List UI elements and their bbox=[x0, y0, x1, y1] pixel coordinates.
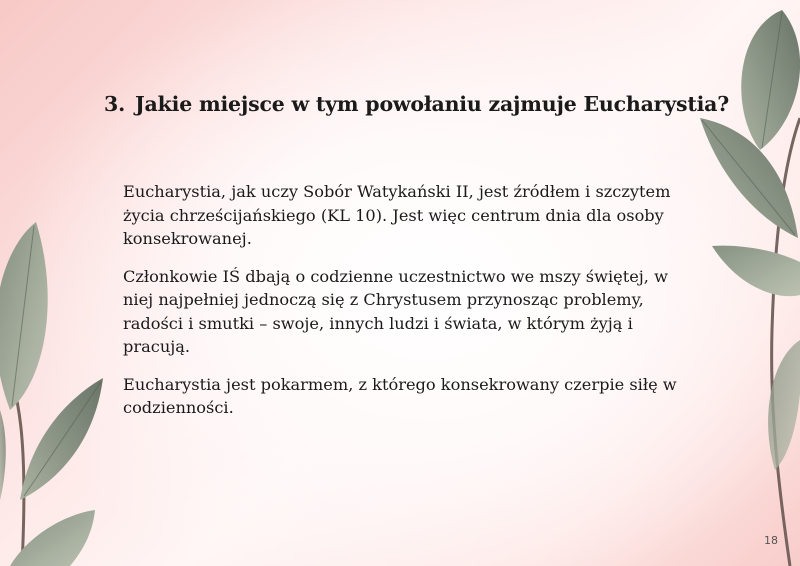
slide-body bbox=[123, 180, 703, 434]
leaf-left-lower bbox=[0, 410, 6, 500]
question-text: Jakie miejsce w tym powołaniu zajmuje Eucharystia? bbox=[135, 92, 730, 116]
question-number: 3. bbox=[104, 92, 126, 116]
leaf-right-low bbox=[712, 246, 800, 297]
paragraph-1: Eucharystia, jak uczy Sobór Watykański II, jest źródłem i szczytem życia chrześcijańskiego (KL 10). Jest więc centrum dnia dla osoby konsekrowanej. bbox=[123, 182, 671, 248]
slide-title bbox=[104, 92, 744, 116]
paragraph-2: Członkowie IŚ dbają o codzienne uczestnictwo we mszy świętej, w niej najpełniej jednoczą się z Chrystusem przynosząc problemy, radości i smutki – swoje, innych ludzi i świata, w którym żyją i pracują. bbox=[123, 266, 668, 356]
leaf-left-top bbox=[0, 222, 48, 410]
left-branch bbox=[0, 222, 103, 566]
paragraph-3: Eucharystia jest pokarmem, z którego konsekrowany czerpie siłę w codzienności. bbox=[123, 374, 677, 417]
page-number: 18 bbox=[764, 534, 778, 547]
leaf-right-top bbox=[741, 10, 800, 150]
leaf-left-mid bbox=[20, 378, 103, 500]
